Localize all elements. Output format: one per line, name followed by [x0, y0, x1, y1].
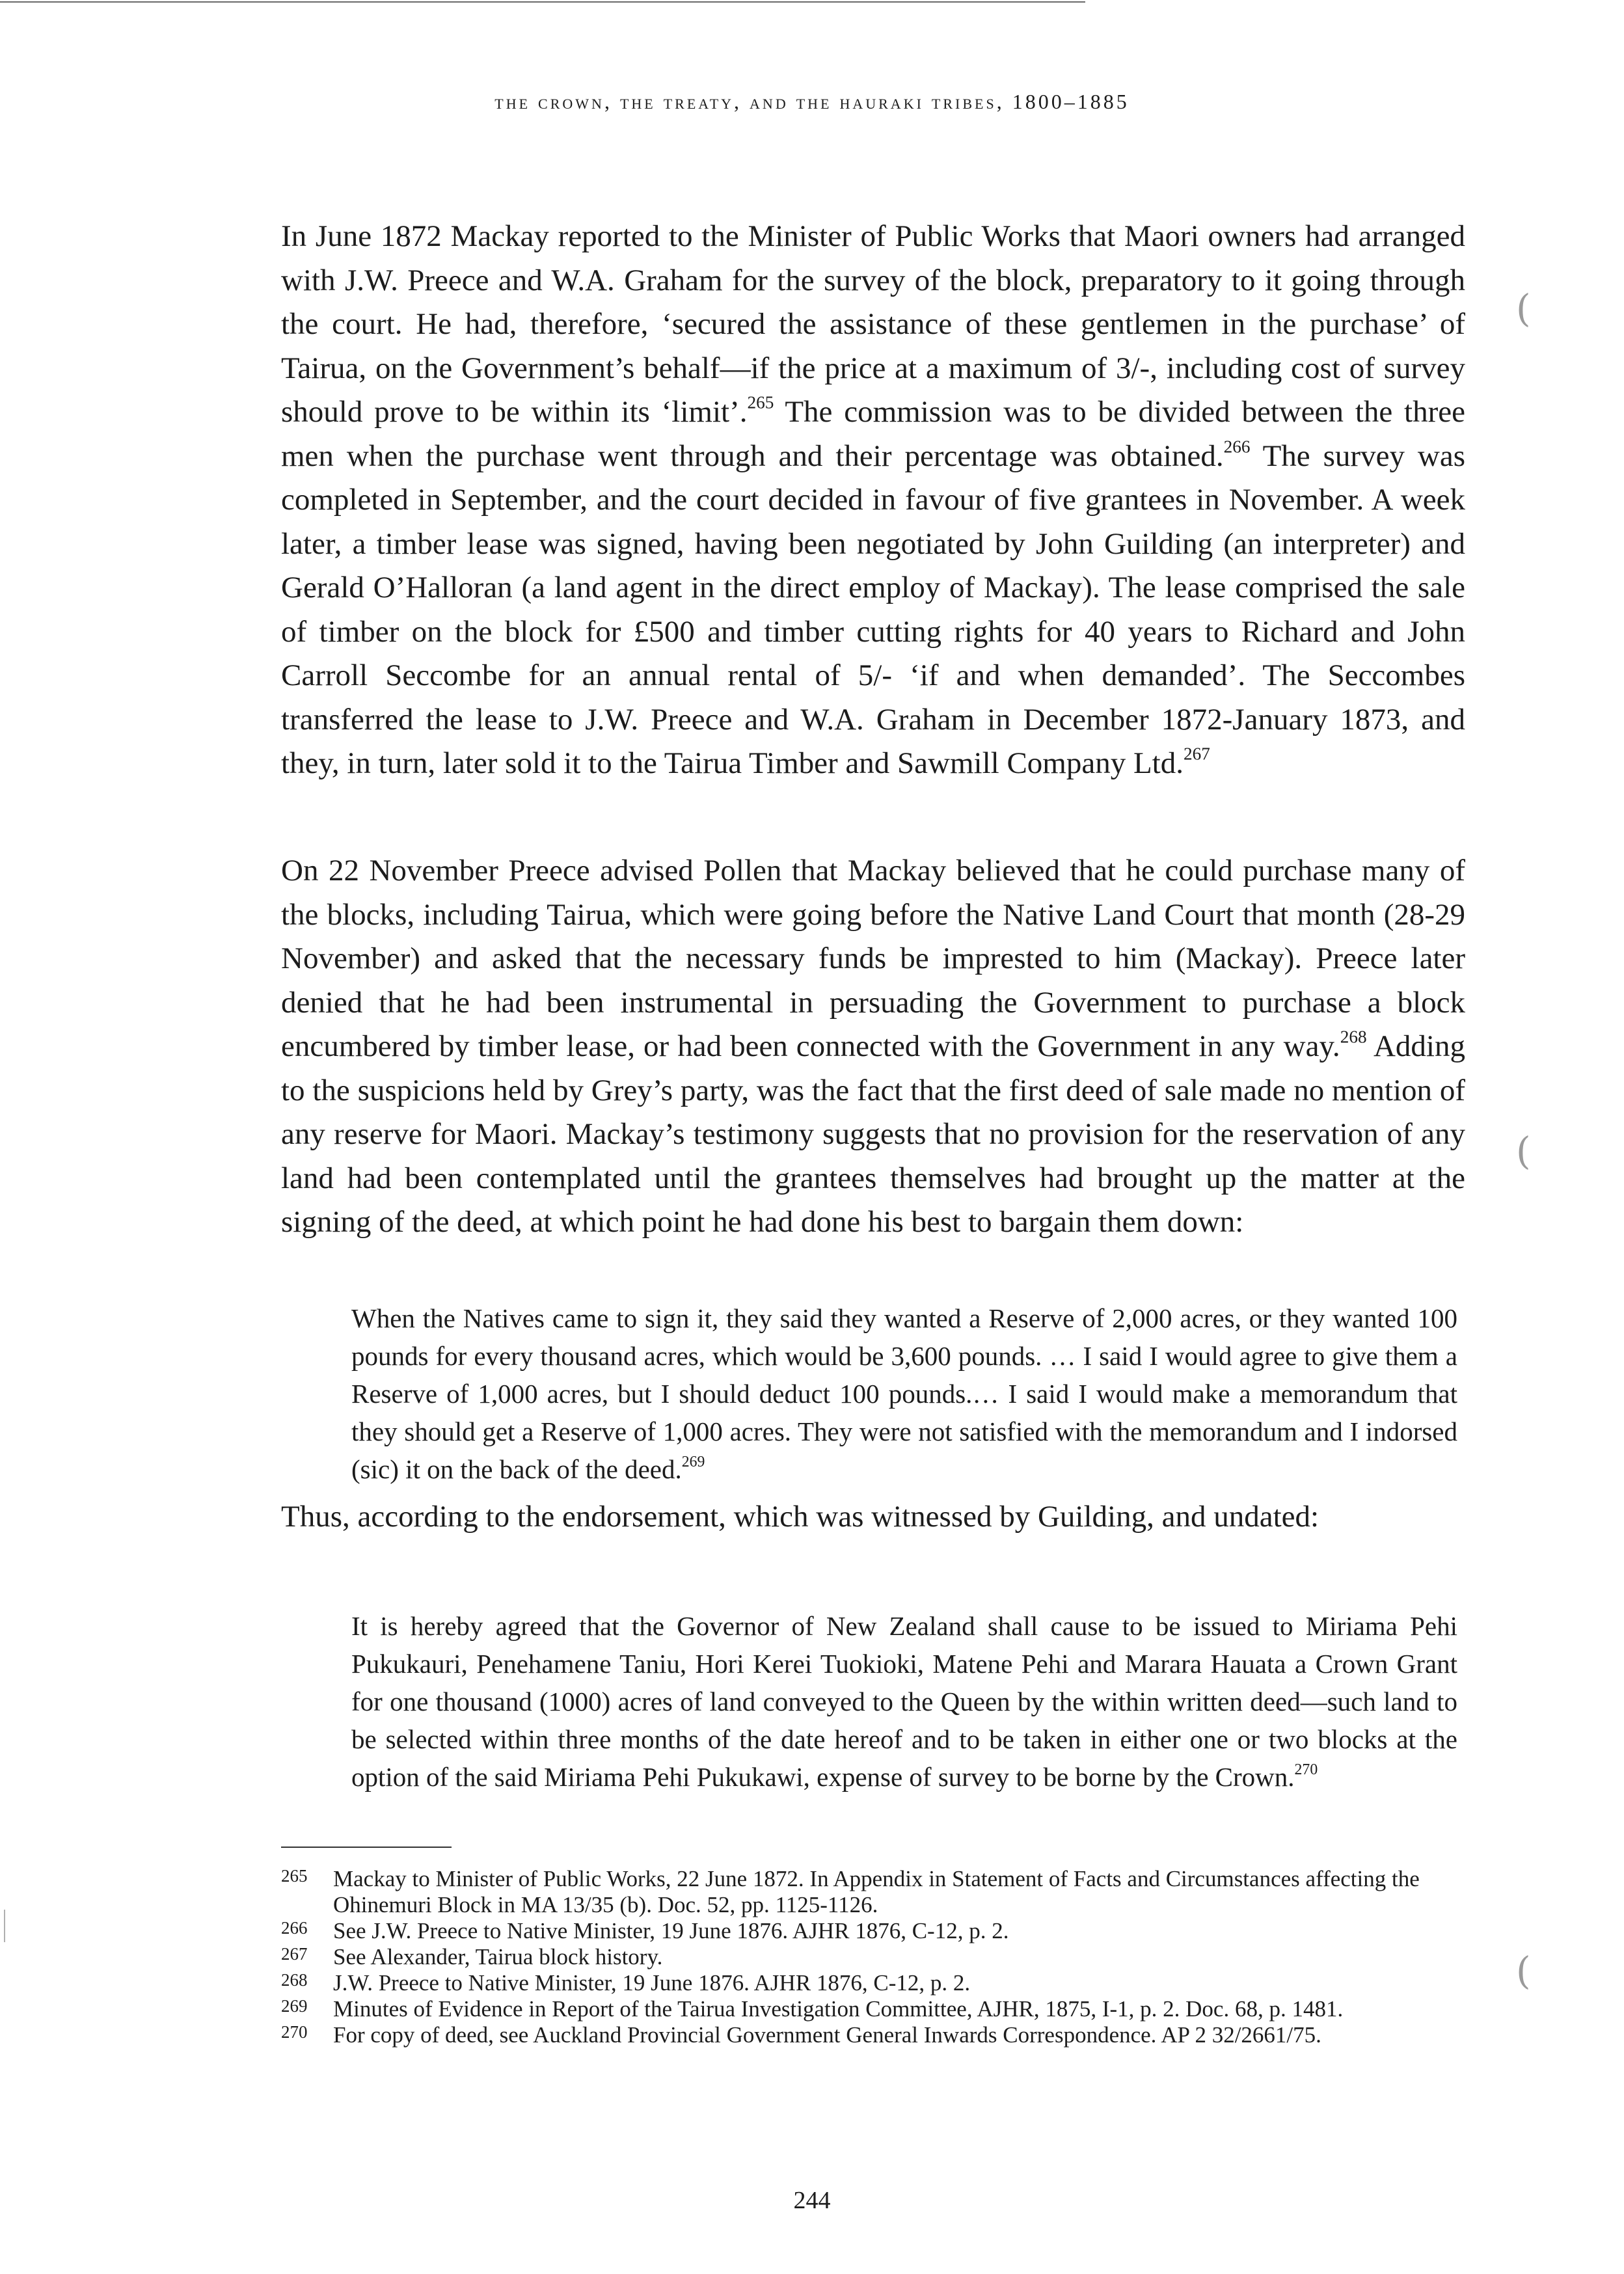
text-run: The survey was completed in September, and the court decided in favour of five grantees in November. A week later, a timber lease was signed, having been negotiated by John Guilding (an interpreter) and Gerald O’Halloran (a land agent in the direct employ of Mackay). The lease comprised the sale of timber on the block for £500 and timber cutting rights for 40 years to Richard and John Carroll Seccombe for an annual rental of 5/- ‘if and when demanded’. The Seccombes transferred the lease to J.W. Preece and W.A. Graham in December 1872-January 1873, and they, in turn, later sold it to the Tairua Timber and Sawmill Company Ltd.: [281, 439, 1466, 780]
footnote-number: 269: [281, 1996, 308, 2016]
paragraph-2-text: [281, 849, 1465, 1245]
footnote-number: 265: [281, 1866, 308, 1886]
margin-bracket-mark: (: [1516, 286, 1531, 331]
footnote-265: [281, 1866, 1472, 1918]
footnote-reference: 265: [747, 392, 774, 413]
footnote-269: [281, 1996, 1472, 2022]
paragraph-2: [281, 849, 1465, 1245]
footnote-reference: 266: [1223, 437, 1251, 457]
margin-bracket-mark: (: [1516, 1949, 1531, 1993]
footnote-text: Minutes of Evidence in Report of the Tairua Investigation Committee, AJHR, 1875, I-1, p. 2. Doc. 68, p. 1481.: [333, 1996, 1344, 2022]
text-run: In June 1872 Mackay reported to the Minister of Public Works that Maori owners had arranged with J.W. Preece and W.A. Graham for the survey of the block, preparatory to it going through the court. He had, therefore, ‘secured the assistance of these gentlemen in the purchase’ of Tairua, on the Government’s behalf—if the price at a maximum of 3/-, including cost of survey should prove to be within its ‘limit’.: [281, 219, 1465, 429]
footnote-text: See Alexander, Tairua block history.: [333, 1944, 663, 1969]
text-run: The commission was to be divided between the three men when the purchase went through and their percentage was obtained.: [281, 395, 1465, 473]
footnote-reference: 270: [1294, 1761, 1318, 1779]
text-run: When the Natives came to sign it, they said they wanted a Reserve of 2,000 acres, or they wanted 100 pounds for every thousand acres, which would be 3,600 pounds. … I said I would agree to give them a Reserve of 1,000 acres, but I should deduct 100 pounds.… I said I would make a memorandum that they should get a Reserve of 1,000 acres. They were not satisfied with the memorandum and I indorsed (sic) it on the back of the deed.: [351, 1303, 1457, 1484]
text-run: Thus, according to the endorsement, which was witnessed by Guilding, and undated:: [281, 1500, 1320, 1534]
paragraph-3-text: [281, 1495, 1465, 1539]
block-quote-1-text: [351, 1299, 1457, 1488]
paragraph-3: [281, 1495, 1465, 1539]
footnote-text: Mackay to Minister of Public Works, 22 June 1872. In Appendix in Statement of Facts and Circumstances affecting the Ohinemuri Block in MA 13/35 (b). Doc. 52, pp. 1125-1126.: [333, 1866, 1420, 1917]
footnote-267: [281, 1944, 1472, 1970]
footnote-268: [281, 1970, 1472, 1996]
footnote-270: [281, 2022, 1472, 2048]
block-quote-2-text: [351, 1607, 1457, 1796]
top-rule: [0, 1, 1085, 3]
footnote-266: [281, 1918, 1472, 1944]
footnote-reference: 269: [681, 1454, 705, 1471]
margin-bracket-mark: (: [1516, 1129, 1531, 1173]
paragraph-1-text: [281, 215, 1465, 786]
footnote-number: 266: [281, 1918, 308, 1938]
footnote-reference: 268: [1340, 1027, 1367, 1047]
text-run: On 22 November Preece advised Pollen that Mackay believed that he could purchase many of the blocks, including Tairua, which were going before the Native Land Court that month (28-29 November) and asked that the necessary funds be imprested to him (Mackay). Preece later denied that he had been instrumental in persuading the Government to purchase a block encumbered by timber lease, or had been connected with the Government in any way.: [281, 854, 1465, 1063]
footnote-number: 268: [281, 1970, 308, 1990]
paragraph-1: [281, 215, 1465, 786]
footnotes: [281, 1866, 1472, 2048]
footnote-rule: [281, 1847, 452, 1848]
running-head: the crown, the treaty, and the hauraki tribes, 1800–1885: [494, 90, 1130, 113]
scan-edge-mark: [4, 1910, 5, 1942]
text-run: It is hereby agreed that the Governor of New Zealand shall cause to be issued to Miriama Pehi Pukukauri, Penehamene Taniu, Hori Kerei Tuokioki, Matene Pehi and Marara Hauata a Crown Grant for one thousand (1000) acres of land conveyed to the Queen by the within written deed—such land to be selected within three months of the date hereof and to be taken in either one or two blocks at the option of the said Miriama Pehi Pukukawi, expense of survey to be borne by the Crown.: [351, 1611, 1457, 1792]
text-run: Adding to the suspicions held by Grey’s party, was the fact that the first deed of sale made no mention of any reserve for Maori. Mackay’s testimony suggests that no provision for the reservation of any land had been contemplated until the grantees themselves had brought up the matter at the signing of the deed, at which point he had done his best to bargain them down:: [281, 1029, 1465, 1239]
footnote-reference: 267: [1183, 744, 1210, 764]
footnote-text: See J.W. Preece to Native Minister, 19 June 1876. AJHR 1876, C-12, p. 2.: [333, 1918, 1009, 1943]
block-quote-1: [351, 1299, 1457, 1488]
footnote-text: J.W. Preece to Native Minister, 19 June 1876. AJHR 1876, C-12, p. 2.: [333, 1970, 971, 1996]
footnote-number: 270: [281, 2022, 308, 2042]
footnote-number: 267: [281, 1944, 308, 1964]
page-number: 244: [793, 2187, 831, 2214]
block-quote-2: [351, 1607, 1457, 1796]
footnote-text: For copy of deed, see Auckland Provincial Government General Inwards Correspondence. AP 2 32/2661/75.: [333, 2022, 1321, 2048]
